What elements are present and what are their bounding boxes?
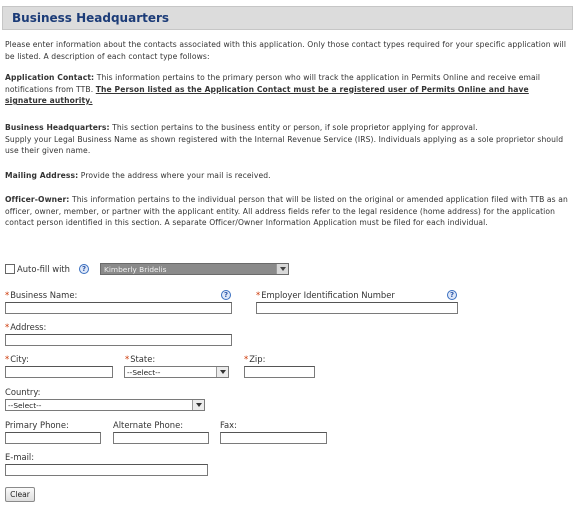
required-marker: * (256, 290, 261, 300)
fax-label: Fax: (220, 420, 237, 430)
required-marker: * (125, 354, 130, 364)
help-icon[interactable]: ? (79, 264, 89, 274)
required-marker: * (5, 354, 10, 364)
officer-owner-description (5, 194, 571, 229)
business-name-input[interactable] (5, 302, 232, 314)
email-input[interactable] (5, 464, 208, 476)
section-title: Business Headquarters (12, 11, 170, 25)
address-label-text: Address: (10, 322, 47, 332)
autofill-selected-value: Kimberly Bridelis (104, 265, 167, 274)
mailing-address-description (5, 170, 571, 182)
business-hq-description (5, 122, 571, 157)
city-label-text: City: (10, 354, 29, 364)
ein-label (256, 290, 395, 300)
autofill-label: Auto-fill with (17, 264, 70, 274)
alternate-phone-label: Alternate Phone: (113, 420, 184, 430)
mailing-address-term: Mailing Address: (5, 171, 79, 180)
business-hq-term: Business Headquarters: (5, 123, 110, 132)
intro-text: Please enter information about the contacts associated with this application. Only those contact types required for your specific application will be listed. A description of each contact type follows: (5, 40, 567, 61)
required-marker: * (5, 290, 10, 300)
business-name-label (5, 290, 77, 300)
autofill-checkbox[interactable] (5, 264, 15, 274)
zip-label (244, 354, 265, 364)
chevron-down-icon (276, 264, 288, 274)
officer-owner-term: Officer-Owner: (5, 195, 70, 204)
section-header (2, 6, 573, 30)
required-marker: * (244, 354, 249, 364)
zip-input[interactable] (244, 366, 315, 378)
application-contact-term: Application Contact: (5, 73, 95, 82)
country-select[interactable] (5, 399, 205, 411)
help-icon[interactable]: ? (447, 290, 457, 300)
chevron-down-icon (216, 367, 228, 377)
clear-button[interactable]: Clear (5, 487, 35, 502)
primary-phone-input[interactable] (5, 432, 101, 444)
alternate-phone-input[interactable] (113, 432, 209, 444)
state-selected-value: --Select-- (127, 368, 161, 377)
help-icon[interactable]: ? (221, 290, 231, 300)
officer-owner-text: This information pertains to the individual person that will be listed on the original or amended application filed with TTB as an officer, owner, member, or partner with the applicant entity. All address fields refer to the legal residence (home address) for the application contact person identified in this section. A separate Officer/Owner Information Application must be filed for each individual. (5, 195, 568, 227)
country-selected-value: --Select-- (8, 401, 42, 410)
country-label: Country: (5, 387, 41, 397)
city-label (5, 354, 29, 364)
business-hq-text: This section pertains to the business entity or person, if sole proprietor applying for approval. (109, 123, 478, 132)
chevron-down-icon (192, 400, 204, 410)
required-marker: * (5, 322, 10, 332)
state-select[interactable] (124, 366, 229, 378)
state-label (125, 354, 155, 364)
state-label-text: State: (130, 354, 156, 364)
business-hq-text-2: Supply your Legal Business Name as shown registered with the Internal Revenue Service (IRS). Individuals applying as a sole proprietor should use their given name. (5, 134, 564, 155)
application-contact-emphasis: The Person listed as the Application Contact must be a registered user of Permits Online and have signature authority. (5, 84, 529, 105)
zip-label-text: Zip: (249, 354, 266, 364)
email-label: E-mail: (5, 452, 35, 462)
city-input[interactable] (5, 366, 113, 378)
primary-phone-label: Primary Phone: (5, 420, 69, 430)
mailing-address-text: Provide the address where your mail is received. (78, 171, 271, 180)
ein-input[interactable] (256, 302, 458, 314)
application-contact-text: This information pertains to the primary person who will track the application in Permits Online and receive email notifications from TTB. (5, 73, 541, 94)
address-input[interactable] (5, 334, 232, 346)
address-label (5, 322, 46, 332)
application-contact-description (5, 72, 571, 107)
autofill-select[interactable] (100, 263, 289, 275)
ein-label-text: Employer Identification Number (261, 290, 395, 300)
business-name-label-text: Business Name: (10, 290, 78, 300)
fax-input[interactable] (220, 432, 327, 444)
